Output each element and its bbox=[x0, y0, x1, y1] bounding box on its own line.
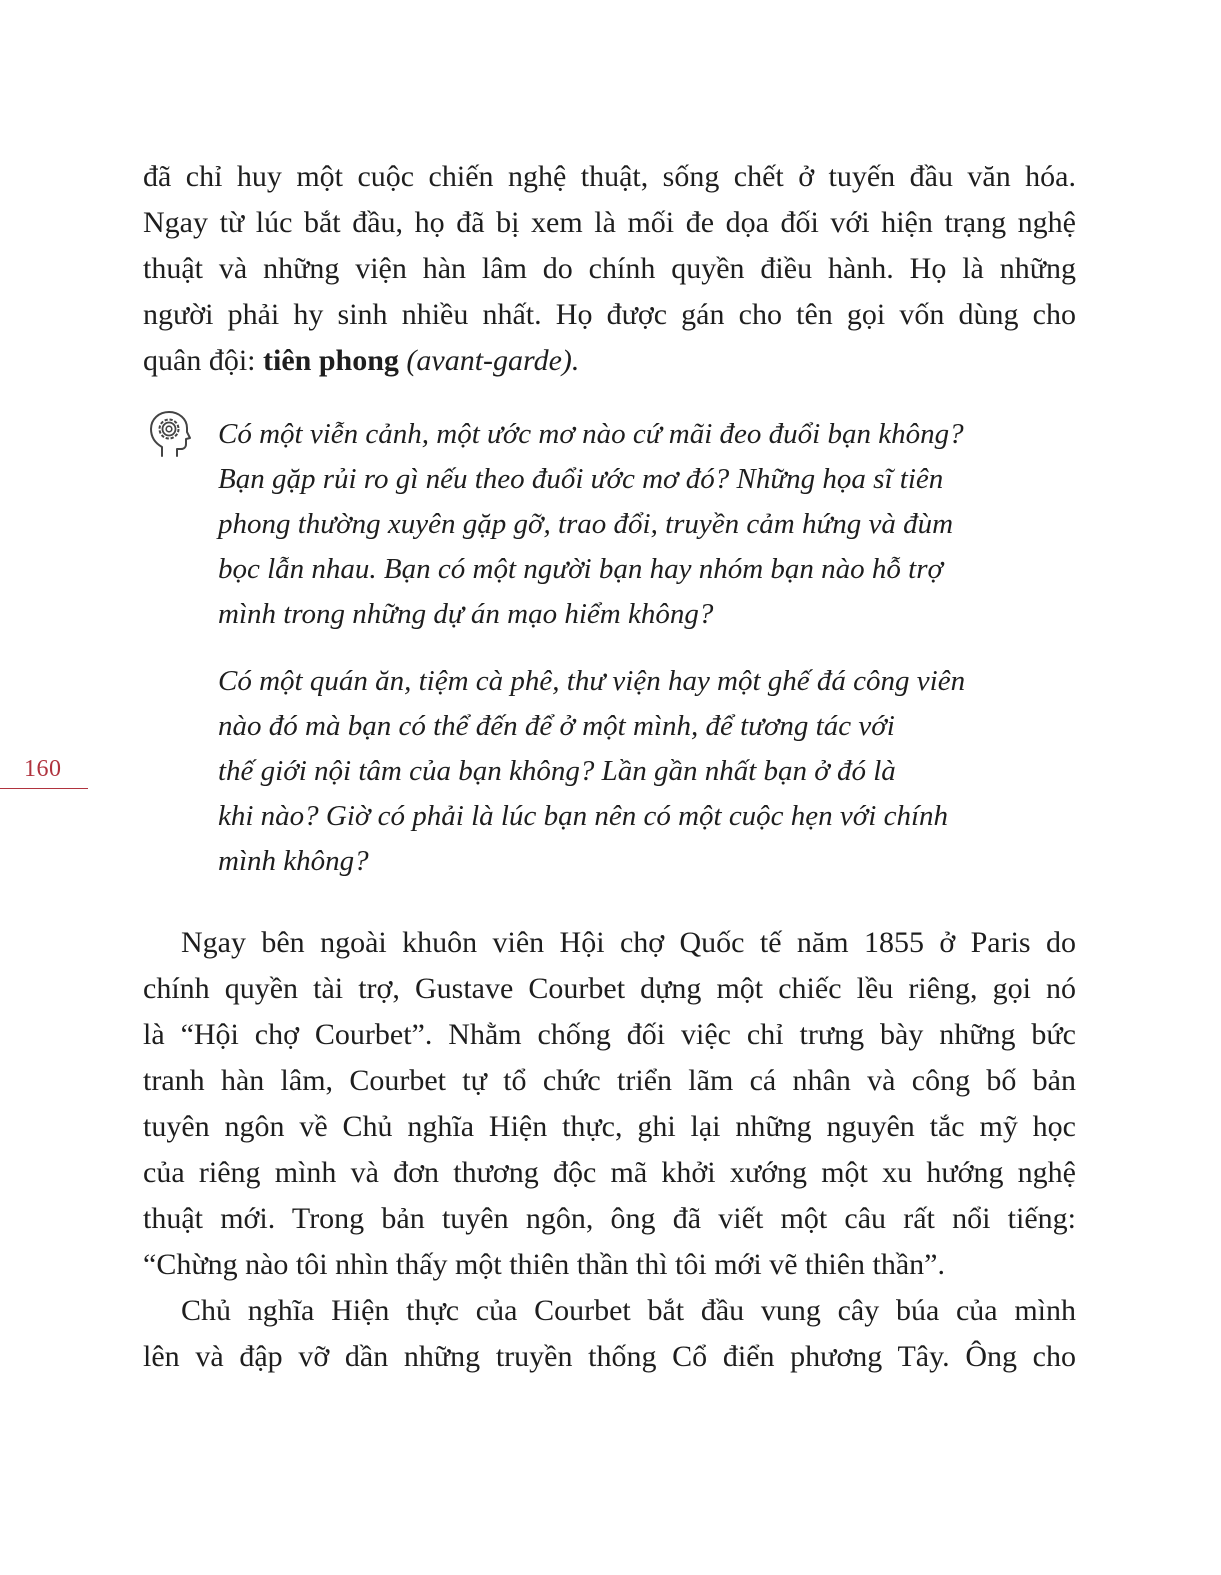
text-line: bọc lẫn nhau. Bạn có một người bạn hay nhóm bạn nào hỗ trợ bbox=[218, 553, 943, 585]
text-line: là “Hội chợ Courbet”. Nhằm chống đối việc chỉ trưng bày những bức bbox=[143, 1018, 1076, 1051]
text-line: tranh hàn lâm, Courbet tự tổ chức triển lãm cá nhân và công bố bản bbox=[143, 1064, 1076, 1097]
text-line: nào đó mà bạn có thể đến để ở một mình, để tương tác với bbox=[218, 710, 895, 742]
text-line: Chủ nghĩa Hiện thực của Courbet bắt đầu vung cây búa của mình bbox=[181, 1294, 1076, 1327]
text-line: thế giới nội tâm của bạn không? Lần gần nhất bạn ở đó là bbox=[218, 755, 896, 787]
body-paragraph bbox=[143, 1288, 1076, 1380]
text-line: tuyên ngôn về Chủ nghĩa Hiện thực, ghi lại những nguyên tắc mỹ học bbox=[143, 1110, 1076, 1143]
intro-paragraph bbox=[143, 154, 1076, 384]
text-line: Có một quán ăn, tiệm cà phê, thư viện hay một ghế đá công viên bbox=[218, 665, 966, 697]
body-paragraph bbox=[143, 920, 1076, 1288]
text-line: của riêng mình và đơn thương độc mã khởi xướng một xu hướng nghệ bbox=[143, 1156, 1076, 1189]
reflection-paragraph bbox=[218, 412, 1078, 637]
page-number: 160 bbox=[24, 756, 62, 782]
reflection-paragraph bbox=[218, 659, 1078, 884]
text-line: mình trong những dự án mạo hiểm không? bbox=[218, 598, 714, 630]
reflection-questions bbox=[218, 412, 1078, 884]
text-line: người phải hy sinh nhiều nhất. Họ được gán cho tên gọi vốn dùng cho bbox=[143, 298, 1076, 331]
term-italic: (avant-garde). bbox=[398, 344, 580, 377]
text-line: thuật và những viện hàn lâm do chính quyền điều hành. Họ là những bbox=[143, 252, 1076, 285]
text-line: thuật mới. Trong bản tuyên ngôn, ông đã viết một câu rất nổi tiếng: bbox=[143, 1202, 1076, 1235]
intro-prefix: quân đội: bbox=[143, 344, 263, 377]
text-line: khi nào? Giờ có phải là lúc bạn nên có một cuộc hẹn với chính bbox=[218, 800, 949, 832]
text-line: Bạn gặp rủi ro gì nếu theo đuổi ước mơ đó? Những họa sĩ tiên bbox=[218, 463, 944, 495]
text-line: chính quyền tài trợ, Gustave Courbet dựng một chiếc lều riêng, gọi nó bbox=[143, 972, 1076, 1005]
text-line: Có một viễn cảnh, một ước mơ nào cứ mãi đeo đuổi bạn không? bbox=[218, 418, 964, 450]
text-line: lên và đập vỡ dần những truyền thống Cổ điển phương Tây. Ông cho bbox=[143, 1340, 1076, 1373]
text-line: Ngay bên ngoài khuôn viên Hội chợ Quốc tế năm 1855 ở Paris do bbox=[181, 926, 1076, 959]
page-number-rule bbox=[0, 788, 88, 789]
text-line: phong thường xuyên gặp gỡ, trao đổi, truyền cảm hứng và đùm bbox=[218, 508, 954, 540]
text-line: “Chừng nào tôi nhìn thấy một thiên thần thì tôi mới vẽ thiên thần”. bbox=[143, 1248, 946, 1281]
text-line: mình không? bbox=[218, 845, 369, 877]
term-bold: tiên phong bbox=[263, 344, 399, 377]
head-gear-icon bbox=[148, 410, 192, 460]
text-line: đã chỉ huy một cuộc chiến nghệ thuật, sống chết ở tuyến đầu văn hóa. bbox=[143, 160, 1076, 193]
body-text bbox=[143, 920, 1076, 1380]
text-line bbox=[143, 338, 1076, 384]
text-line: Ngay từ lúc bắt đầu, họ đã bị xem là mối đe dọa đối với hiện trạng nghệ bbox=[143, 206, 1076, 239]
